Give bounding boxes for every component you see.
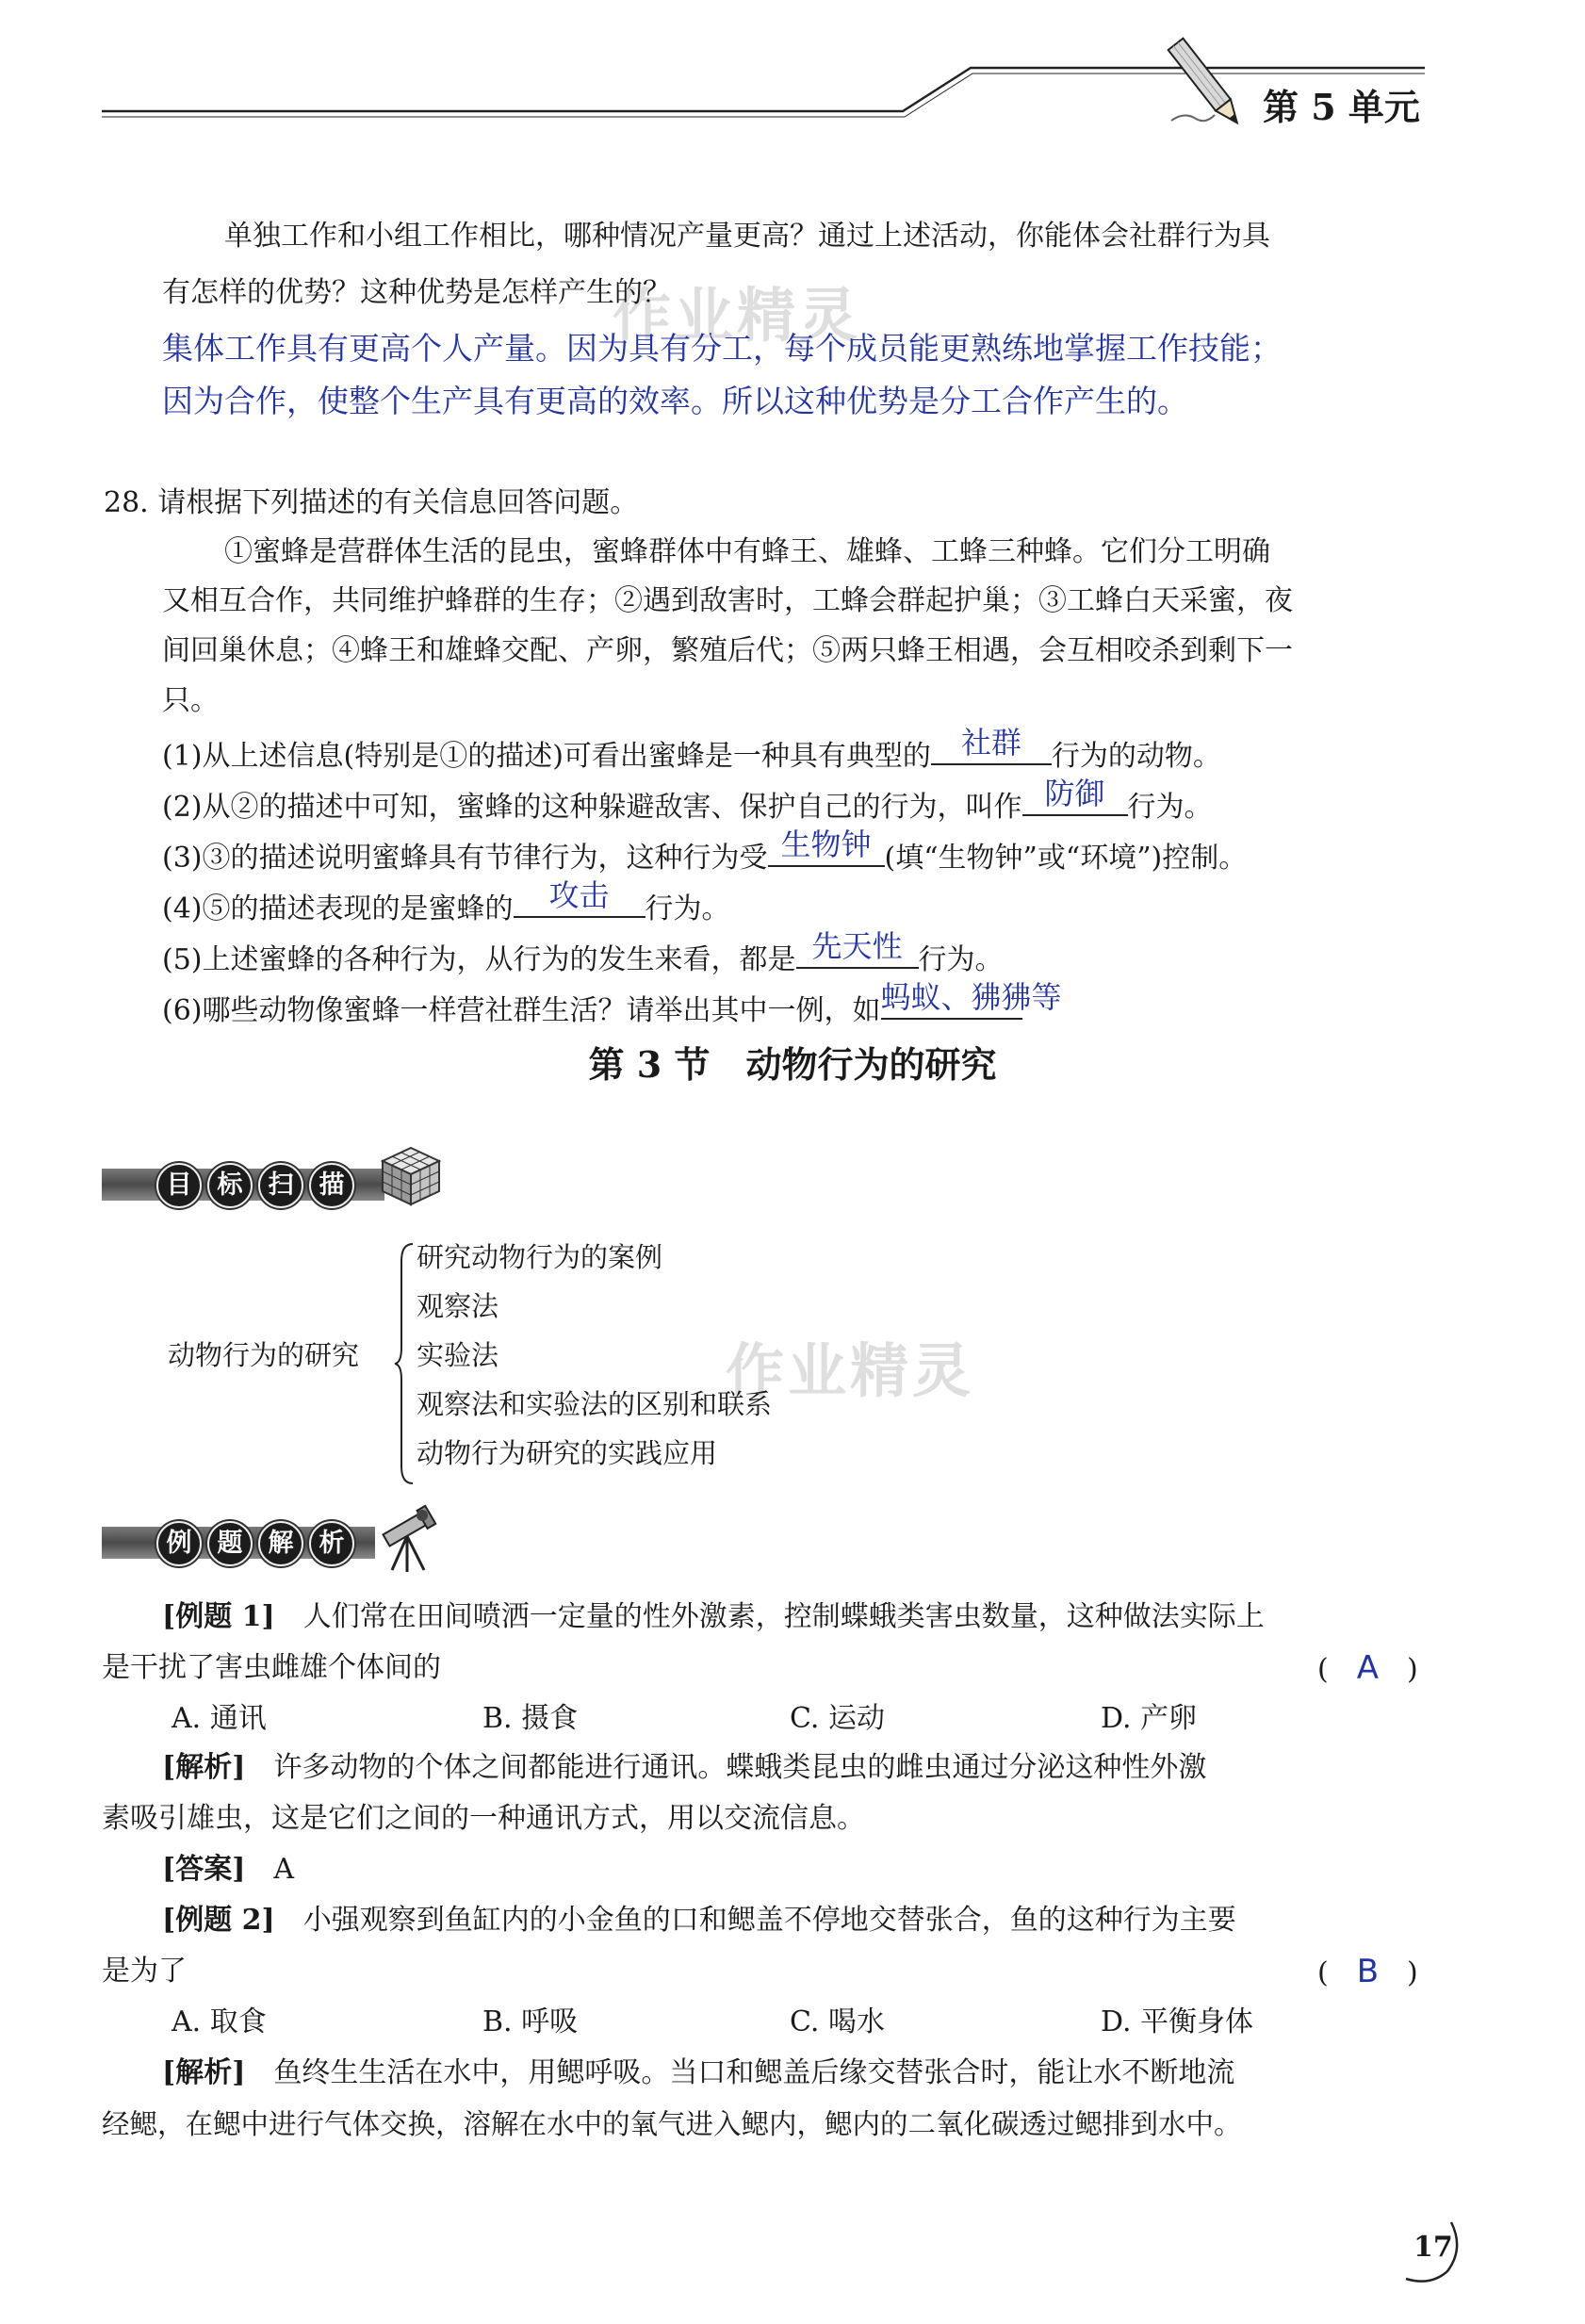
banner2-char-1: 例 [156, 1521, 202, 1566]
telescope-icon [375, 1502, 443, 1574]
banner1-char-2: 标 [207, 1163, 253, 1208]
q28-para-line-1: ①蜜蜂是营群体生活的昆虫，蜜蜂群体中有蜂王、雄蜂、工蜂三种蜂。它们分工明确 [224, 535, 1270, 568]
pencil-icon [1154, 28, 1258, 141]
ex2-option-c[interactable]: C. 喝水 [790, 2005, 885, 2038]
q28-sub-6: (6)哪些动物像蜜蜂一样营社群生活？请举出其中一例，如 蚂蚁、狒狒等 [162, 979, 1062, 1027]
concept-root: 动物行为的研究 [168, 1339, 360, 1371]
concept-item-4: 观察法和实验法的区别和联系 [417, 1388, 773, 1420]
concept-brace [394, 1242, 417, 1485]
ex2-tag: [例题 2] [162, 1904, 275, 1937]
ex2-answer: B [1356, 1953, 1380, 1990]
ex1-key: [答案] A [162, 1853, 295, 1886]
ex2-analysis-line-2: 经鳃，在鳃中进行气体交换，溶解在水中的氧气进入鳃内，鳃内的二氧化碳透过鳃排到水中。 [102, 2108, 1242, 2140]
ex2-line-2: 是为了 [102, 1955, 187, 1988]
q28-blank-5[interactable]: 先天性 [796, 929, 919, 969]
intro-answer-line-1: 集体工作具有更高个人产量。因为具有分工，每个成员能更熟练地掌握工作技能； [162, 330, 1282, 367]
ex1-line-1: [例题 1] 人们常在田间喷洒一定量的性外激素，控制蝶蛾类害虫数量，这种做法实际上 [162, 1600, 1265, 1633]
page-number: 17 [1413, 2231, 1453, 2264]
intro-answer-line-2: 因为合作，使整个生产具有更高的效率。所以这种优势是分工合作产生的。 [162, 383, 1188, 419]
ex1-line-2: 是干扰了害虫雌雄个体间的 [102, 1651, 441, 1684]
q28-stem: 28. 请根据下列描述的有关信息回答问题。 [104, 486, 639, 519]
q28-blank-4[interactable]: 攻击 [514, 878, 645, 918]
q28-blank-3[interactable]: 生物钟 [768, 827, 885, 867]
concept-item-3: 实验法 [417, 1339, 499, 1371]
ex2-option-d[interactable]: D. 平衡身体 [1101, 2005, 1254, 2038]
banner2-char-4: 析 [309, 1521, 354, 1566]
q28-para-line-4: 只。 [162, 684, 219, 717]
concept-item-2: 观察法 [417, 1290, 499, 1322]
cube-icon [377, 1142, 445, 1210]
ex1-option-c[interactable]: C. 运动 [790, 1702, 885, 1735]
concept-item-5: 动物行为研究的实践应用 [417, 1437, 718, 1469]
banner2-char-3: 解 [258, 1521, 303, 1566]
intro-question-line-2: 有怎样的优势？这种优势是怎样产生的？ [162, 276, 671, 309]
banner1-char-3: 扫 [258, 1163, 303, 1208]
page-number-swoosh [1393, 2213, 1468, 2288]
banner1-char-4: 描 [309, 1163, 354, 1208]
q28-blank-1[interactable]: 社群 [931, 726, 1052, 765]
q28-sub-3: (3)③的描述说明蜜蜂具有节律行为，这种行为受 生物钟 (填“生物钟”或“环境”)控制。 [162, 826, 1248, 875]
watermark-2: 作业精灵 [726, 1336, 975, 1405]
ex1-option-a[interactable]: A. 通讯 [172, 1702, 267, 1735]
q28-sub-1: (1)从上述信息(特别是①的描述)可看出蜜蜂是一种具有典型的 社群 行为的动物。 [162, 725, 1221, 773]
ex1-analysis-line-1: [解析] 许多动物的个体之间都能进行通讯。蝶蛾类昆虫的雌虫通过分泌这种性外激 [162, 1751, 1207, 1784]
ex1-answer: A [1356, 1649, 1379, 1687]
ex2-option-b[interactable]: B. 呼吸 [482, 2005, 579, 2038]
q28-sub-4: (4)⑤的描述表现的是蜜蜂的 攻击 行为。 [162, 877, 730, 925]
ex2-analysis-line-1: [解析] 鱼终生生活在水中，用鳃呼吸。当口和鳃盖后缘交替张合时，能让水不断地流 [162, 2056, 1235, 2089]
ex2-answer-paren: ( B ) [1317, 1953, 1418, 1990]
ex1-answer-paren: ( A ) [1317, 1649, 1418, 1687]
q28-sub-5: (5)上述蜜蜂的各种行为，从行为的发生来看，都是 先天性 行为。 [162, 928, 1004, 976]
banner2-char-2: 题 [207, 1521, 253, 1566]
q28-para-line-3: 间回巢休息；④蜂王和雄蜂交配、产卵，繁殖后代；⑤两只蜂王相遇，会互相咬杀到剩下一 [162, 634, 1293, 667]
unit-title: 第 5 单元 [1263, 86, 1420, 128]
q28-blank-6[interactable]: 蚂蚁、狒狒等 [881, 980, 1022, 1020]
section-title: 第 3 节 动物行为的研究 [588, 1043, 997, 1086]
ex2-option-a[interactable]: A. 取食 [172, 2005, 267, 2038]
ex1-option-b[interactable]: B. 摄食 [482, 1702, 579, 1735]
q28-blank-2[interactable]: 防御 [1022, 777, 1128, 816]
intro-question-line-1: 单独工作和小组工作相比，哪种情况产量更高？通过上述活动，你能体会社群行为具 [224, 220, 1270, 253]
concept-item-1: 研究动物行为的案例 [417, 1241, 663, 1273]
ex1-analysis-line-2: 素吸引雄虫，这是它们之间的一种通讯方式，用以交流信息。 [102, 1802, 865, 1835]
ex1-tag: [例题 1] [162, 1600, 275, 1633]
ex1-option-d[interactable]: D. 产卵 [1101, 1702, 1198, 1735]
q28-para-line-2: 又相互合作，共同维护蜂群的生存；②遇到敌害时，工蜂会群起护巢；③工蜂白天采蜜，夜 [162, 584, 1293, 617]
q28-sub-2: (2)从②的描述中可知，蜜蜂的这种躲避敌害、保护自己的行为，叫作 防御 行为。 [162, 776, 1213, 824]
banner1-char-1: 目 [156, 1163, 202, 1208]
ex2-line-1: [例题 2] 小强观察到鱼缸内的小金鱼的口和鳃盖不停地交替张合，鱼的这种行为主要 [162, 1904, 1236, 1937]
watermark-1: 作业精灵 [613, 281, 862, 350]
